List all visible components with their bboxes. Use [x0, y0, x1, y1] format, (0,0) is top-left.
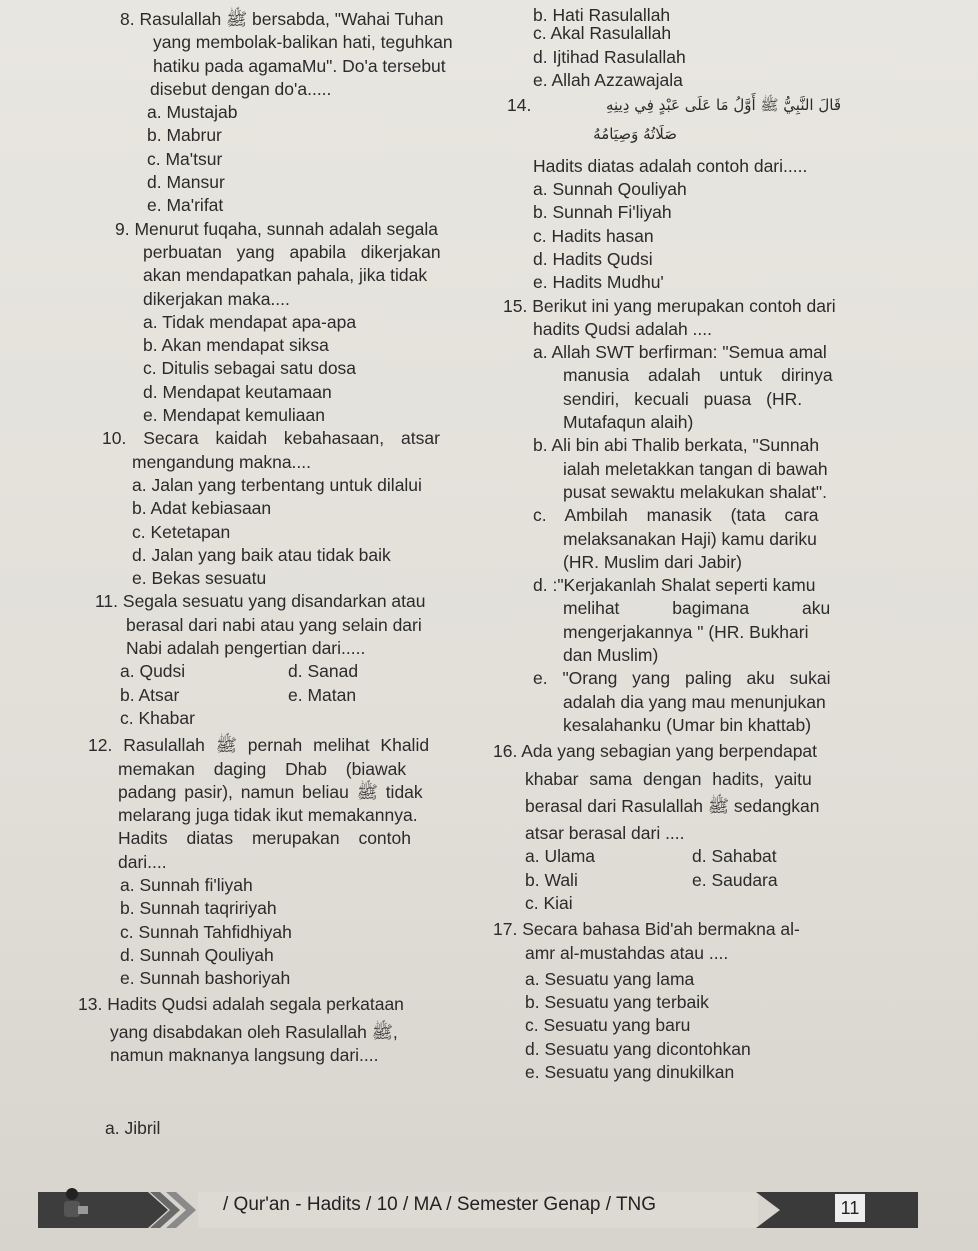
answer-option: e. Matan: [288, 684, 357, 705]
question-text-line: Hadits diatas adalah contoh dari.....: [533, 155, 808, 176]
question-text-line: berasal dari Rasulallah ﷺ sedangkan: [525, 795, 820, 816]
question-text-line: Hadits diatas merupakan contoh: [118, 828, 411, 849]
answer-option: d. Sunnah Qouliyah: [120, 944, 274, 965]
question-text-line: 13. Hadits Qudsi adalah segala perkataan: [78, 994, 404, 1015]
footer-banner: [38, 1186, 938, 1234]
arabic-hadith-text: قَالَ النَّبِيُّ ﷺ أَوَّلُ مَا عَلَى عَبْدٍ فِي دِينِهِ: [606, 96, 841, 115]
question-14: [497, 94, 897, 294]
question-text-line: berasal dari nabi atau yang selain dari: [126, 614, 422, 635]
answer-option: a. Sesuatu yang lama: [525, 968, 695, 989]
answer-option-continuation: (HR. Muslim dari Jabir): [563, 551, 742, 572]
answer-option: c. Ketetapan: [132, 521, 231, 542]
answer-option: e. Sunnah bashoriyah: [120, 968, 291, 989]
answer-option: d. Sesuatu yang dicontohkan: [525, 1038, 751, 1059]
answer-option: e. Mendapat kemuliaan: [143, 405, 325, 426]
answer-option: b. Sunnah Fi'liyah: [533, 202, 672, 223]
answer-option-continuation: melaksanakan Haji) kamu dariku: [563, 528, 817, 549]
answer-option: b. Adat kebiasaan: [132, 498, 272, 519]
question-text-line: 16. Ada yang sebagian yang berpendapat: [493, 741, 818, 762]
answer-option: b. Ali bin abi Thalib berkata, "Sunnah: [533, 435, 820, 456]
answer-option: a. Jalan yang terbentang untuk dilalui: [132, 474, 422, 495]
answer-option: c. Ma'tsur: [147, 148, 223, 169]
answer-option-row: [80, 660, 500, 683]
question-text-line: memakan daging Dhab (biawak: [118, 758, 407, 779]
question-text-line: yang membolak-balikan hati, teguhkan: [153, 32, 453, 53]
answer-option: d. Ijtihad Rasulallah: [533, 46, 686, 67]
answer-option-continuation: Mutafaqun alaih): [563, 412, 694, 433]
question-12: [80, 734, 500, 990]
answer-option: c. Sesuatu yang baru: [525, 1015, 691, 1036]
answer-option-continuation: melihat bagimana aku: [563, 598, 831, 619]
footer-course-info: / Qur'an - Hadits / 10 / MA / Semester Genap / TNG: [223, 1194, 657, 1215]
answer-option: c. Ambilah manasik (tata cara: [533, 505, 819, 526]
question-text-line: padang pasir), namun beliau ﷺ tidak: [118, 781, 423, 802]
answer-option-row: [80, 684, 500, 707]
answer-option-continuation: adalah dia yang mau menunjukan: [563, 691, 826, 712]
answer-option: e. Bekas sesuatu: [132, 568, 267, 589]
answer-option: b. Atsar: [120, 684, 180, 705]
question-text-line: khabar sama dengan hadits, yaitu: [525, 768, 812, 789]
answer-option: c. Khabar: [120, 707, 195, 728]
answer-option: a. Mustajab: [147, 102, 238, 123]
answer-option: a. Jibril: [105, 1118, 161, 1139]
answer-option-continuation: manusia adalah untuk dirinya: [563, 365, 833, 386]
question-text-line: mengandung makna....: [132, 451, 312, 472]
answer-option: d. Sanad: [288, 661, 359, 682]
answer-option-row: [497, 869, 897, 892]
answer-option: b. Hati Rasulallah: [533, 5, 671, 25]
question-text-line: hatiku pada agamaMu". Do'a tersebut: [153, 55, 446, 76]
page-number: 11: [835, 1194, 865, 1222]
answer-option: c. Ditulis sebagai satu dosa: [143, 358, 357, 379]
question-text-line: 12. Rasulallah ﷺ pernah melihat Khalid: [88, 735, 430, 756]
question-8: [80, 8, 500, 218]
question-text-line: 17. Secara bahasa Bid'ah bermakna al-: [493, 919, 800, 940]
answer-option-row: [497, 845, 897, 868]
question-text-line: 8. Rasulallah ﷺ bersabda, "Wahai Tuhan: [120, 9, 444, 29]
question-text-line: disebut dengan do'a.....: [150, 78, 332, 99]
question-13: [80, 993, 500, 1140]
answer-option: c. Hadits hasan: [533, 225, 654, 246]
question-17: [493, 918, 897, 1084]
answer-option: b. Wali: [525, 869, 578, 890]
question-15: [497, 295, 897, 738]
answer-option: a. Allah SWT berfirman: "Semua amal: [533, 342, 827, 363]
question-text-line: amr al-mustahdas atau ....: [525, 942, 729, 963]
answer-option: d. Mendapat keutamaan: [143, 381, 332, 402]
answer-option: b. Sunnah taqririyah: [120, 898, 277, 919]
answer-option: e. Hadits Mudhu': [533, 272, 664, 293]
answer-option-continuation: dan Muslim): [563, 645, 659, 666]
answer-option: e. "Orang yang paling aku sukai: [533, 668, 831, 689]
question-text-line: akan mendapatkan pahala, jika tidak: [143, 265, 428, 286]
left-column: [80, 8, 500, 1141]
answer-option: d. Sahabat: [692, 846, 777, 867]
question-text-line: 9. Menurut fuqaha, sunnah adalah segala: [115, 218, 439, 239]
question-text-line: atsar berasal dari ....: [525, 823, 685, 844]
answer-option: e. Allah Azzawajala: [533, 69, 683, 90]
answer-option: c. Kiai: [525, 892, 573, 913]
answer-option: a. Tidak mendapat apa-apa: [143, 311, 357, 332]
answer-option: d. Mansur: [147, 172, 225, 193]
question-9: [80, 218, 500, 428]
answer-option-continuation: mengerjakannya " (HR. Bukhari: [563, 621, 809, 642]
answer-option-continuation: pusat sewaktu melakukan shalat".: [563, 481, 827, 502]
question-text-line: yang disabdakan oleh Rasulallah ﷺ,: [110, 1021, 398, 1042]
question-text-line: namun maknanya langsung dari....: [110, 1045, 379, 1066]
question-10: [80, 427, 500, 590]
question-number: 14.: [507, 95, 532, 116]
answer-option: d. Hadits Qudsi: [533, 248, 653, 269]
answer-option: a. Qudsi: [120, 661, 186, 682]
question-text-line: 11. Segala sesuatu yang disandarkan atau: [95, 591, 426, 612]
question-text-line: hadits Qudsi adalah ....: [533, 318, 712, 339]
answer-option: a. Sunnah fi'liyah: [120, 874, 253, 895]
question-13-continued: [497, 4, 897, 92]
answer-option: a. Sunnah Qouliyah: [533, 179, 687, 200]
question-text-line: perbuatan yang apabila dikerjakan: [143, 241, 441, 262]
answer-option-row: [80, 707, 500, 730]
answer-option: e. Ma'rifat: [147, 195, 224, 216]
answer-option: e. Sesuatu yang dinukilkan: [525, 1062, 735, 1083]
answer-option-row: [497, 892, 897, 915]
answer-option-continuation: ialah meletakkan tangan di bawah: [563, 458, 828, 479]
question-text-line: Nabi adalah pengertian dari.....: [126, 638, 366, 659]
answer-option: b. Sesuatu yang terbaik: [525, 992, 709, 1013]
answer-option: c. Sunnah Tahfidhiyah: [120, 921, 292, 942]
right-column: [493, 4, 897, 1084]
answer-option-continuation: kesalahanku (Umar bin khattab): [563, 714, 812, 735]
answer-option: d. :"Kerjakanlah Shalat seperti kamu: [533, 575, 816, 596]
question-16: [493, 740, 897, 915]
student-figure-icon: [58, 1186, 88, 1226]
question-text-line: dikerjakan maka....: [143, 288, 290, 309]
answer-option: a. Ulama: [525, 846, 596, 867]
question-text-line: 10. Secara kaidah kebahasaan, atsar: [102, 428, 440, 449]
question-text-line: dari....: [118, 851, 167, 872]
answer-option: e. Saudara: [692, 869, 778, 890]
question-text-line: 15. Berikut ini yang merupakan contoh dari: [503, 295, 836, 316]
arabic-hadith-text: صَلَاتُهُ وَصِيَامُهُ: [593, 125, 677, 144]
question-text-line: melarang juga tidak ikut memakannya.: [118, 805, 418, 826]
answer-option: d. Jalan yang baik atau tidak baik: [132, 544, 391, 565]
question-11: [80, 590, 500, 730]
answer-option: c. Akal Rasulallah: [533, 23, 672, 44]
answer-option: b. Akan mendapat siksa: [143, 335, 329, 356]
answer-option: b. Mabrur: [147, 125, 222, 146]
answer-option-continuation: sendiri, kecuali puasa (HR.: [563, 388, 803, 409]
